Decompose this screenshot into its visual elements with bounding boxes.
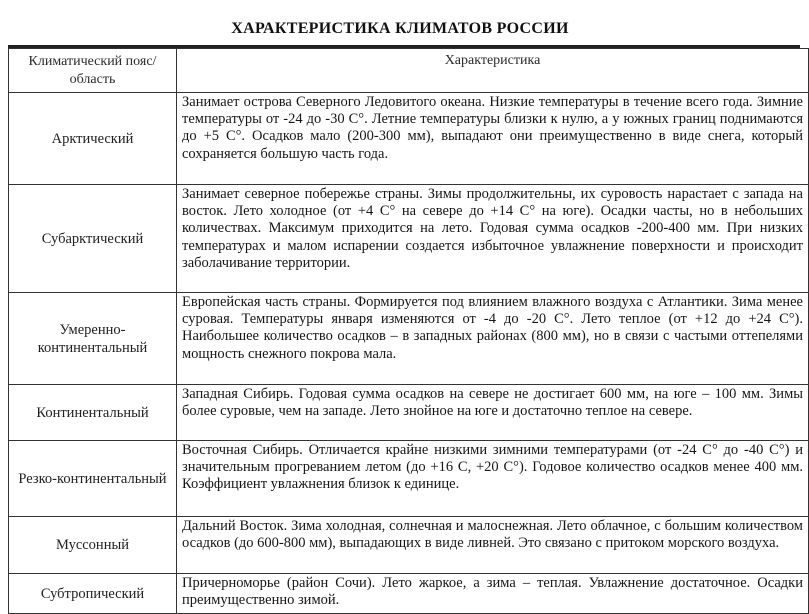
table-header-row (9, 49, 809, 93)
zone-cell: Умеренно-континентальный (9, 293, 177, 385)
description-cell: Дальний Восток. Зима холодная, солнечная и малоснежная. Лето облачное, с большим количеством осадков (до 600-800 мм), выпадающих в виде ливней. Это связано с притоком морского воздуха. (177, 517, 809, 574)
table-row (9, 185, 809, 293)
zone-cell: Субтропический (9, 574, 177, 614)
document-title: ХАРАКТЕРИСТИКА КЛИМАТОВ РОССИИ (231, 20, 569, 37)
header-zone: Климатический пояс/ область (9, 49, 177, 93)
description-cell: Занимает северное побережье страны. Зимы продолжительны, их суровость нарастает с запада на восток. Лето холодное (от +4 С° на севере до +14 С° на юге). Осадки часты, но в небольших количествах. Максимум приходится на лето. Годовая сумма осадков -200-400 мм. При низких температурах и малом испарении создается избыточное увлажнение поверхности и происходит заболачивание территории. (177, 185, 809, 293)
climate-table (8, 48, 809, 614)
description-cell: Восточная Сибирь. Отличается крайне низкими зимними температурами (от -24 С° до -40 С°) и значительным прогреванием летом (до +16 С, +20 С°). Годовое количество осадков менее 400 мм. Коэффициент увлажнения близок к единице. (177, 441, 809, 517)
zone-cell: Субарктический (9, 185, 177, 293)
table-row (9, 574, 809, 614)
header-description: Характеристика (177, 49, 809, 93)
zone-cell: Резко-континентальный (9, 441, 177, 517)
description-cell: Занимает острова Северного Ледовитого океана. Низкие температуры в течение всего года. Зимние температуры от -24 до -30 С°. Летние температуры близки к нулю, а у южных границ поднимаются до +5 С°. Осадков мало (200-300 мм), выпадают они преимущественно в виде снега, который сохраняется большую часть года. (177, 93, 809, 185)
table-row (9, 385, 809, 441)
zone-cell: Континентальный (9, 385, 177, 441)
table-row (9, 517, 809, 574)
description-cell: Причерноморье (район Сочи). Лето жаркое, а зима – теплая. Увлажнение достаточное. Осадки преимущественно зимой. (177, 574, 809, 614)
table-row (9, 441, 809, 517)
zone-cell: Арктический (9, 93, 177, 185)
description-cell: Западная Сибирь. Годовая сумма осадков на севере не достигает 600 мм, на юге – 100 мм. Зимы более суровые, чем на западе. Лето знойное на юге и достаточно теплое на севере. (177, 385, 809, 441)
zone-cell: Муссонный (9, 517, 177, 574)
description-cell: Европейская часть страны. Формируется под влиянием влажного воздуха с Атлантики. Зима менее суровая. Температуры января изменяются от -4 до -20 С°. Лето теплое (от +12 до +24 С°). Наибольшее количество осадков – в западных районах (800 мм), но в связи с частыми оттепелями мощность снежного покрова мала. (177, 293, 809, 385)
table-row (9, 293, 809, 385)
table-row (9, 93, 809, 185)
